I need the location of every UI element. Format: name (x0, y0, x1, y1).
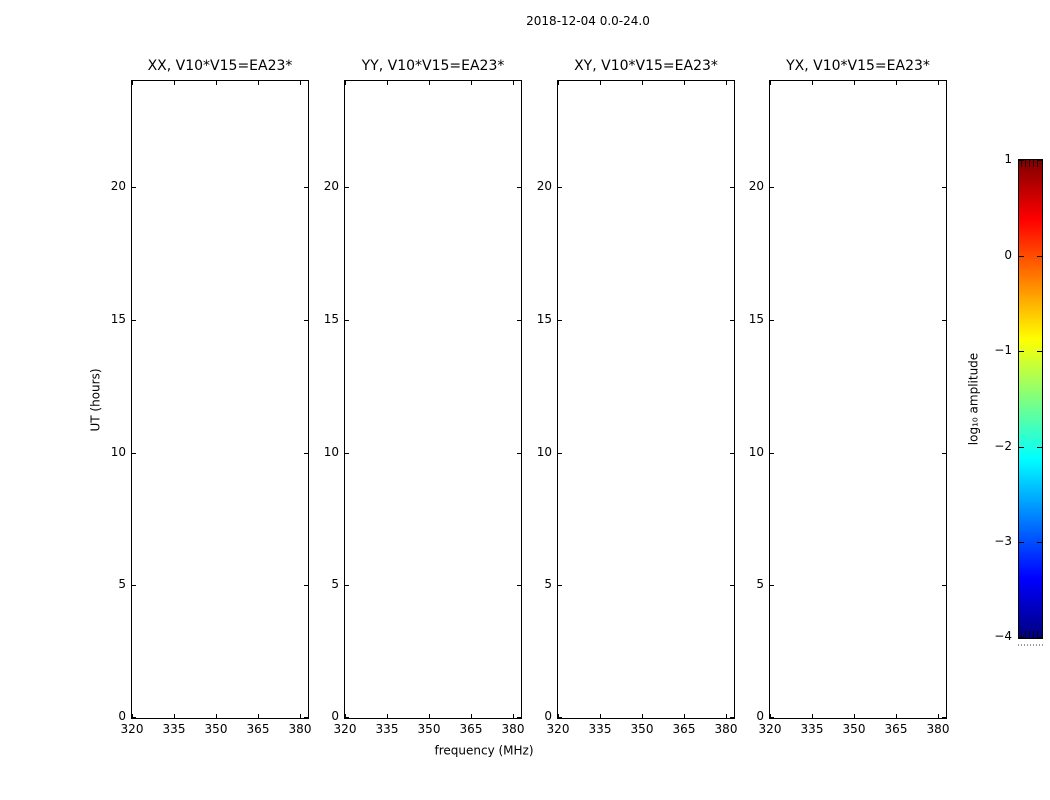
colorbar-tick (1019, 637, 1024, 638)
y-tick-label: 0 (544, 709, 552, 723)
y-tick-label: 10 (110, 445, 126, 459)
x-tick-label: 380 (501, 722, 525, 736)
y-tick-label: 0 (756, 709, 764, 723)
y-tick-label: 10 (323, 445, 339, 459)
y-tick-label: 20 (110, 179, 126, 193)
y-tick-label: 15 (323, 312, 339, 326)
figure-title: 2018-12-04 0.0-24.0 (526, 14, 650, 28)
colorbar-tick-label: 1 (1004, 152, 1012, 166)
colorbar-tick (1019, 256, 1024, 257)
colorbar-tick-label: −2 (994, 439, 1012, 453)
x-tick-label: 350 (630, 722, 654, 736)
colorbar-tick-right (1037, 160, 1042, 161)
x-tick-label: 365 (459, 722, 483, 736)
y-tick-right (942, 187, 946, 188)
x-tick-top (896, 81, 897, 85)
x-tick (896, 714, 897, 718)
x-axis-label: frequency (MHz) (434, 743, 534, 758)
colorbar-tick-right (1037, 351, 1042, 352)
x-tick-top (558, 81, 559, 85)
x-tick-top (726, 81, 727, 85)
y-tick-label: 15 (748, 312, 764, 326)
x-tick-label: 350 (417, 722, 441, 736)
x-tick-top (812, 81, 813, 85)
x-tick-top (300, 81, 301, 85)
x-tick-top (684, 81, 685, 85)
y-tick (770, 717, 774, 718)
y-tick (132, 320, 136, 321)
x-tick-label: 380 (714, 722, 738, 736)
subplot-title: XX, V10*V15=EA23* (147, 58, 293, 74)
subplot-3 (557, 80, 735, 719)
colorbar-tick (1019, 542, 1024, 543)
colorbar (1018, 159, 1043, 639)
y-tick-label: 5 (331, 577, 339, 591)
subplot-title: XY, V10*V15=EA23* (574, 58, 718, 74)
colorbar-tick (1019, 447, 1024, 448)
x-tick (471, 714, 472, 718)
colorbar-tick-right (1037, 637, 1042, 638)
y-tick (345, 453, 349, 454)
y-tick-label: 10 (536, 445, 552, 459)
x-tick (812, 714, 813, 718)
colorbar-top-comb (1021, 160, 1040, 167)
y-tick (132, 717, 136, 718)
y-tick (558, 717, 562, 718)
y-tick-label: 0 (331, 709, 339, 723)
subplot-4 (769, 80, 947, 719)
colorbar-tick-right (1037, 542, 1042, 543)
x-tick (387, 714, 388, 718)
y-tick-label: 5 (118, 577, 126, 591)
y-tick (132, 187, 136, 188)
x-tick-label: 350 (842, 722, 866, 736)
x-tick (684, 714, 685, 718)
x-tick-top (429, 81, 430, 85)
colorbar-extend-dots (1018, 644, 1043, 646)
y-tick-label: 0 (118, 709, 126, 723)
x-tick-label: 380 (926, 722, 950, 736)
y-tick (132, 453, 136, 454)
y-tick-right (942, 320, 946, 321)
x-tick (642, 714, 643, 718)
x-tick-label: 320 (333, 722, 357, 736)
subplot-title: YY, V10*V15=EA23* (361, 58, 505, 74)
x-tick-top (345, 81, 346, 85)
y-tick-label: 10 (748, 445, 764, 459)
x-tick (258, 714, 259, 718)
x-tick-top (258, 81, 259, 85)
x-tick-top (216, 81, 217, 85)
y-tick (770, 585, 774, 586)
y-tick (345, 187, 349, 188)
colorbar-tick (1019, 351, 1024, 352)
y-tick (345, 717, 349, 718)
x-tick-label: 350 (204, 722, 228, 736)
colorbar-tick-right (1037, 256, 1042, 257)
colorbar-tick-right (1037, 447, 1042, 448)
y-tick-label: 20 (536, 179, 552, 193)
x-tick-label: 335 (375, 722, 399, 736)
colorbar-tick-label: −4 (994, 629, 1012, 643)
x-tick-label: 365 (672, 722, 696, 736)
y-tick (132, 585, 136, 586)
x-tick-label: 320 (546, 722, 570, 736)
y-tick (558, 320, 562, 321)
x-tick (938, 714, 939, 718)
colorbar-tick-label: −3 (994, 534, 1012, 548)
y-tick (345, 320, 349, 321)
colorbar-tick-label: 0 (1004, 248, 1012, 262)
x-tick-top (387, 81, 388, 85)
x-tick-label: 335 (800, 722, 824, 736)
y-tick (558, 453, 562, 454)
x-tick-top (174, 81, 175, 85)
x-tick-top (938, 81, 939, 85)
x-tick (174, 714, 175, 718)
y-tick-label: 15 (110, 312, 126, 326)
y-tick-label: 15 (536, 312, 552, 326)
x-tick (429, 714, 430, 718)
y-tick-label: 20 (748, 179, 764, 193)
x-tick-top (770, 81, 771, 85)
x-tick-label: 320 (120, 722, 144, 736)
y-tick (558, 187, 562, 188)
y-tick-right (942, 717, 946, 718)
x-tick-label: 380 (288, 722, 312, 736)
subplot-title: YX, V10*V15=EA23* (786, 58, 930, 74)
x-tick-top (854, 81, 855, 85)
y-tick-right (942, 453, 946, 454)
y-tick (770, 320, 774, 321)
x-tick-label: 335 (162, 722, 186, 736)
subplot-2 (344, 80, 522, 719)
x-tick (600, 714, 601, 718)
x-tick (854, 714, 855, 718)
y-tick-label: 20 (323, 179, 339, 193)
colorbar-tick (1019, 160, 1024, 161)
y-tick (770, 187, 774, 188)
y-axis-label: UT (hours) (88, 368, 103, 432)
subplot-1 (131, 80, 309, 719)
colorbar-tick-label: −1 (994, 343, 1012, 357)
x-tick (216, 714, 217, 718)
y-tick (558, 585, 562, 586)
x-tick-label: 365 (246, 722, 270, 736)
x-tick-top (642, 81, 643, 85)
y-tick (345, 585, 349, 586)
y-tick-label: 5 (756, 577, 764, 591)
x-tick-label: 320 (758, 722, 782, 736)
x-tick-label: 365 (884, 722, 908, 736)
x-tick-top (600, 81, 601, 85)
x-tick-top (132, 81, 133, 85)
y-tick-right (942, 585, 946, 586)
colorbar-label: log₁₀ amplitude (966, 352, 981, 446)
x-tick-label: 335 (588, 722, 612, 736)
x-tick-top (513, 81, 514, 85)
x-tick-top (471, 81, 472, 85)
colorbar-gradient (1019, 160, 1042, 638)
y-tick (770, 453, 774, 454)
y-tick-label: 5 (544, 577, 552, 591)
